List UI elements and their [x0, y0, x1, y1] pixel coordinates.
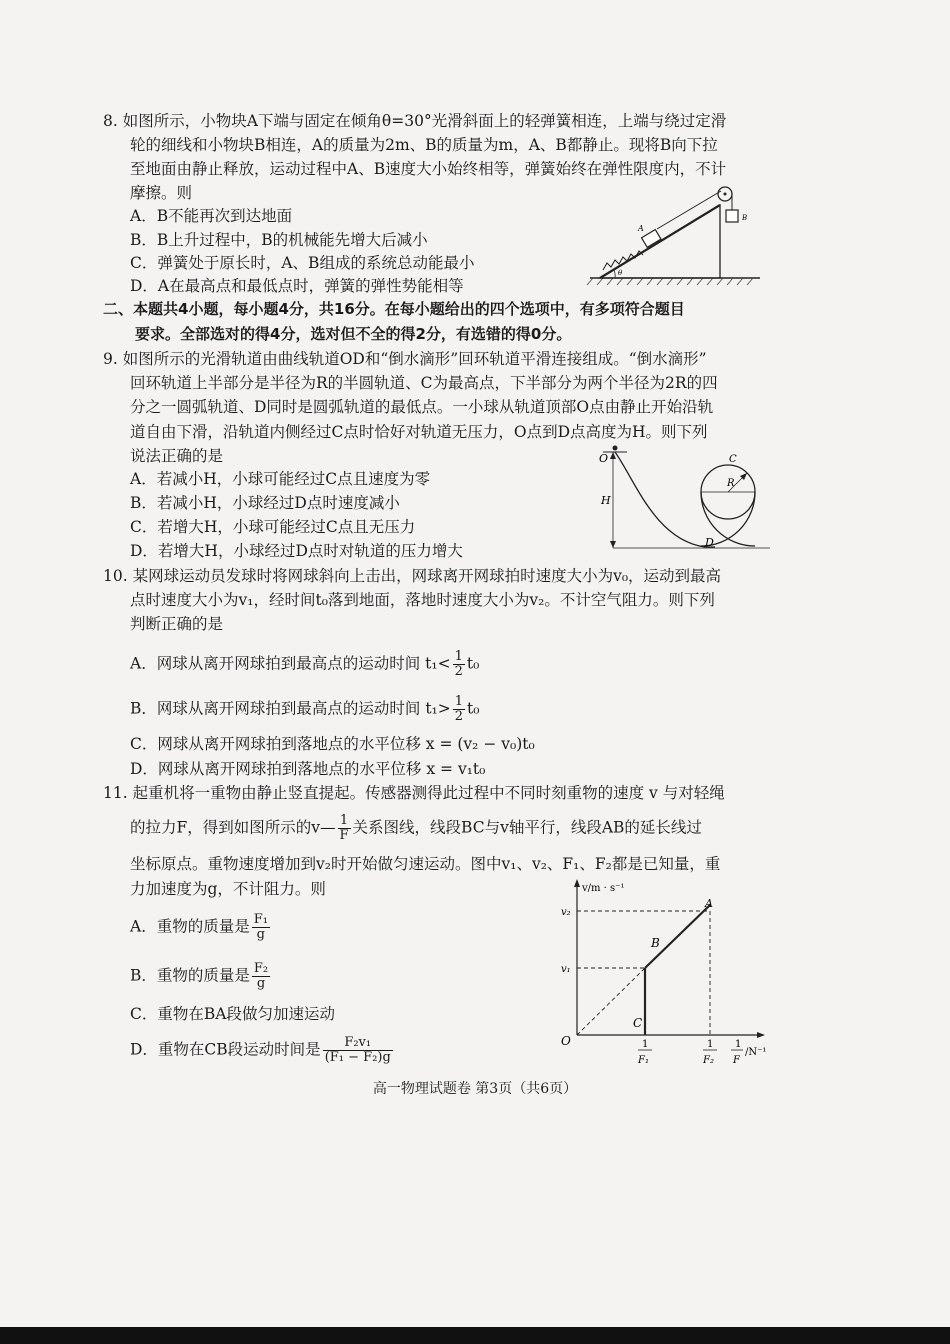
q9-label-c: C	[729, 454, 737, 465]
q11-option-d-text: D．重物在CB段运动时间是	[130, 1040, 321, 1059]
q8-option-c: C．弹簧处于原长时，A、B组成的系统总动能最小	[130, 254, 475, 272]
frac-den: F	[339, 828, 349, 843]
q8-option-b: B．B上升过程中，B的机械能先增大后减小	[130, 231, 428, 249]
q11-option-d	[130, 1036, 395, 1065]
frac-den: g	[256, 927, 265, 942]
q9-label-r: R	[727, 478, 735, 489]
q11-line-2-b: 关系图线，线段BC与v轴平行，线段AB的延长线过	[352, 818, 702, 837]
frac-num: 1	[454, 694, 464, 709]
q11-line-4: 力加速度为g，不计阻力。则	[130, 880, 326, 898]
q8-line-1: 8. 如图所示，小物块A下端与固定在倾角θ=30°光滑斜面上的轻弹簧相连，上端与绕过定滑	[103, 112, 727, 130]
graph-x-den: F	[733, 1055, 740, 1066]
q11-option-b-text: B．重物的质量是	[130, 966, 250, 985]
q9-option-a: A．若减小H，小球可能经过C点且速度为零	[130, 470, 431, 488]
q10-option-d: D．网球从离开网球拍到落地点的水平位移 x = v₁t₀	[130, 760, 486, 778]
q9-option-c: C．若增大H，小球可能经过C点且无压力	[130, 518, 416, 536]
frac-den: (F₁ − F₂)g	[324, 1050, 391, 1065]
graph-tick-f2: F₂	[703, 1055, 714, 1066]
q10-option-c: C．网球从离开网球拍到落地点的水平位移 x = (v₂ − v₀)t₀	[130, 735, 535, 753]
fraction-f2-over-g	[252, 962, 270, 991]
fraction-half-b	[453, 695, 465, 724]
scan-edge	[0, 1327, 950, 1344]
q9-line-5: 说法正确的是	[130, 447, 224, 465]
section-2-line-1: 二、本题共4小题，每小题4分，共16分。在每小题给出的四个选项中，有多项符合题目	[103, 300, 685, 318]
q8-line-4: 摩擦。则	[130, 184, 193, 202]
graph-v1-label: v₁	[561, 964, 571, 975]
q8-line-3: 至地面由静止释放，运动过程中A、B速度大小始终相等，弹簧始终在弹性限度内，不计	[130, 160, 727, 178]
q9-label-d: D	[705, 536, 714, 549]
fraction-f1-over-g	[252, 913, 270, 942]
graph-tick-f1: F₁	[638, 1055, 649, 1066]
frac-num: F₁	[253, 912, 268, 927]
q9-line-3: 分之一圆弧轨道、D同时是圆弧轨道的最低点。一小球从轨道顶部O点由静止开始沿轨	[130, 398, 714, 416]
q10-option-b	[130, 695, 479, 724]
q10-option-a-tail: t₀	[466, 654, 480, 673]
q10-option-b-tail: t₀	[467, 699, 480, 718]
graph-label-a: A	[705, 897, 713, 910]
q8-option-d: D．A在最高点和最低点时，弹簧的弹性势能相等	[130, 277, 464, 295]
q11-option-c: C．重物在BA段做匀加速运动	[130, 1005, 335, 1023]
q10-line-1: 10. 某网球运动员发球时将网球斜向上击出，网球离开网球拍时速度大小为v₀，运动到最高	[103, 567, 722, 585]
frac-den: 2	[454, 709, 464, 724]
frac-num: F₂v₁	[323, 1036, 393, 1051]
q11-line-3: 坐标原点。重物速度增加到v₂时开始做匀速运动。图中v₁、v₂、F₁、F₂都是已知量，重	[130, 855, 721, 873]
frac-num: 1	[454, 649, 463, 664]
frac-den: g	[256, 976, 266, 991]
q8-label-b: B	[742, 214, 748, 222]
page-footer: 高一物理试题卷 第3页（共6页）	[372, 1081, 578, 1097]
frac-num: F₂	[253, 961, 269, 976]
graph-x-unit: /N⁻¹	[745, 1047, 767, 1058]
q10-option-a	[130, 650, 479, 679]
graph-tick-2-num: 1	[707, 1039, 714, 1050]
graph-label-b: B	[651, 936, 660, 950]
q11-line-2-a: 的拉力F，得到如图所示的v—	[130, 818, 336, 837]
q9-label-h: H	[601, 494, 611, 507]
q10-option-b-text: B．网球从离开网球拍到最高点的运动时间 t₁>	[130, 699, 451, 718]
q8-label-theta: θ	[618, 269, 623, 277]
q9-line-4: 道自由下滑，沿轨道内侧经过C点时恰好对轨道无压力，O点到D点高度为H。则下列	[130, 423, 708, 441]
q11-v-graph	[555, 875, 795, 1075]
q11-line-1: 11. 起重机将一重物由静止竖直提起。传感器测得此过程中不同时刻重物的速度 v 与对轻绳	[103, 784, 725, 802]
graph-v2-label: v₂	[561, 907, 571, 918]
q11-line-2	[130, 814, 702, 843]
q9-track-figure	[595, 440, 775, 555]
q9-line-2: 回环轨道上半部分是半径为R的半圆轨道、C为最高点，下半部分为两个半径为2R的四	[130, 374, 718, 392]
q10-line-2: 点时速度大小为v₁，经时间t₀落到地面，落地时速度大小为v₂。不计空气阻力。则下列	[130, 591, 715, 609]
graph-label-c: C	[633, 1016, 643, 1030]
q11-option-a-text: A．重物的质量是	[130, 917, 250, 936]
fraction-half-a	[453, 650, 465, 679]
q9-label-o: O	[599, 452, 609, 465]
graph-x-num: 1	[735, 1039, 742, 1050]
graph-origin: O	[561, 1034, 571, 1048]
q11-option-b	[130, 962, 272, 991]
graph-y-label: v/m · s⁻¹	[582, 883, 625, 894]
q8-incline-figure	[585, 175, 765, 290]
frac-num: 1	[338, 814, 351, 829]
q8-line-2: 轮的细线和小物块B相连，A的质量为2m、B的质量为m，A、B都静止。现将B向下拉	[130, 136, 718, 154]
frac-den: 2	[454, 664, 463, 679]
q11-option-a	[130, 913, 272, 942]
q8-option-a: A．B不能再次到达地面	[130, 207, 293, 225]
fraction-cb-time	[323, 1036, 393, 1065]
q9-line-1: 9. 如图所示的光滑轨道由曲线轨道OD和“倒水滴形”回环轨道平滑连接组成。“倒水滴形”	[103, 350, 707, 368]
q10-line-3: 判断正确的是	[130, 615, 224, 633]
section-2-line-2: 要求。全部选对的得4分，选对但不全的得2分，有选错的得0分。	[135, 325, 572, 343]
q9-option-d: D．若增大H，小球经过D点时对轨道的压力增大	[130, 542, 463, 560]
graph-tick-1-num: 1	[642, 1039, 649, 1050]
q8-label-a: A	[638, 224, 644, 233]
q9-option-b: B．若减小H，小球经过D点时速度减小	[130, 494, 400, 512]
fraction-one-over-f	[338, 814, 351, 843]
q10-option-a-text: A．网球从离开网球拍到最高点的运动时间 t₁<	[130, 654, 451, 673]
